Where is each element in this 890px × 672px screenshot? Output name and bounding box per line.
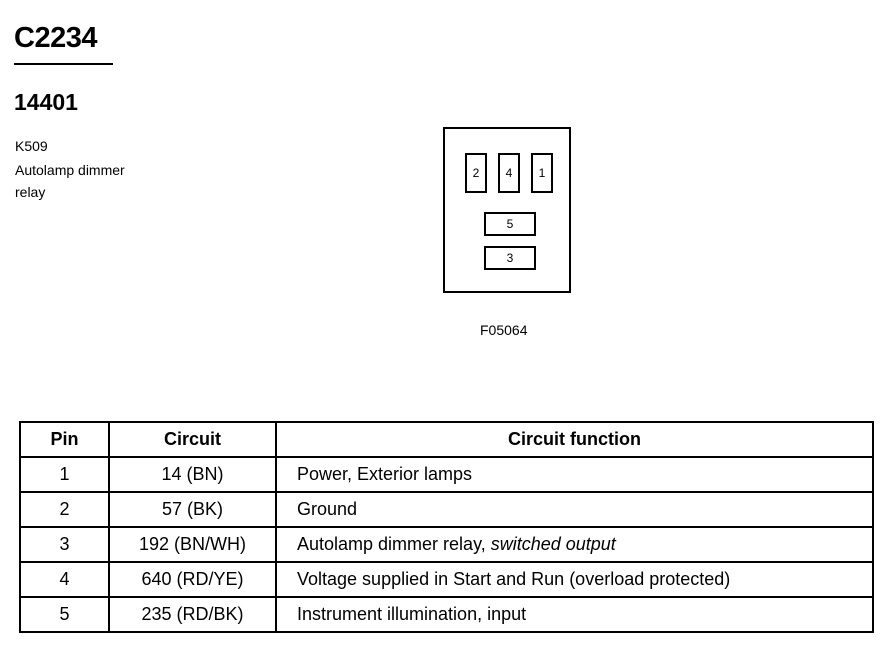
cell-pin: 5 [20, 597, 109, 632]
cell-circuit: 235 (RD/BK) [109, 597, 276, 632]
component-description-line-1: Autolamp dimmer [15, 162, 125, 178]
pin-cavity: 3 [484, 246, 536, 270]
pin-cavity: 4 [498, 153, 520, 193]
connector-id: C2234 [14, 22, 97, 54]
function-text: Voltage supplied in Start and Run (overload protected) [297, 569, 731, 589]
cell-function [276, 492, 873, 527]
cell-function [276, 562, 873, 597]
figure-id: F05064 [480, 322, 528, 338]
part-number: 14401 [14, 89, 78, 115]
cell-pin: 3 [20, 527, 109, 562]
connector-id-underline [14, 63, 113, 65]
table-row [20, 457, 873, 492]
pin-cavity: 5 [484, 212, 536, 236]
function-text: Ground [297, 499, 358, 519]
cell-circuit: 640 (RD/YE) [109, 562, 276, 597]
cell-function [276, 527, 873, 562]
cell-pin: 2 [20, 492, 109, 527]
component-description-line-2: relay [15, 184, 46, 200]
pin-cavity: 1 [531, 153, 553, 193]
header-circuit: Circuit [109, 422, 276, 457]
cell-circuit: 57 (BK) [109, 492, 276, 527]
function-text: Power, Exterior lamps [297, 464, 473, 484]
cell-pin: 1 [20, 457, 109, 492]
cell-circuit: 192 (BN/WH) [109, 527, 276, 562]
connector-face [443, 127, 571, 293]
cell-function [276, 457, 873, 492]
table-row [20, 562, 873, 597]
cell-pin: 4 [20, 562, 109, 597]
table-row [20, 527, 873, 562]
table-row [20, 492, 873, 527]
header-pin: Pin [20, 422, 109, 457]
table-header-row [20, 422, 873, 457]
function-text-italic: switched output [490, 534, 616, 554]
cell-circuit: 14 (BN) [109, 457, 276, 492]
pin-cavity: 2 [465, 153, 487, 193]
function-text: Autolamp dimmer relay, [297, 534, 491, 554]
table-row [20, 597, 873, 632]
pinout-table [19, 421, 874, 633]
component-code: K509 [15, 138, 48, 154]
header-circuit-function: Circuit function [276, 422, 873, 457]
cell-function [276, 597, 873, 632]
function-text: Instrument illumination, input [297, 604, 527, 624]
